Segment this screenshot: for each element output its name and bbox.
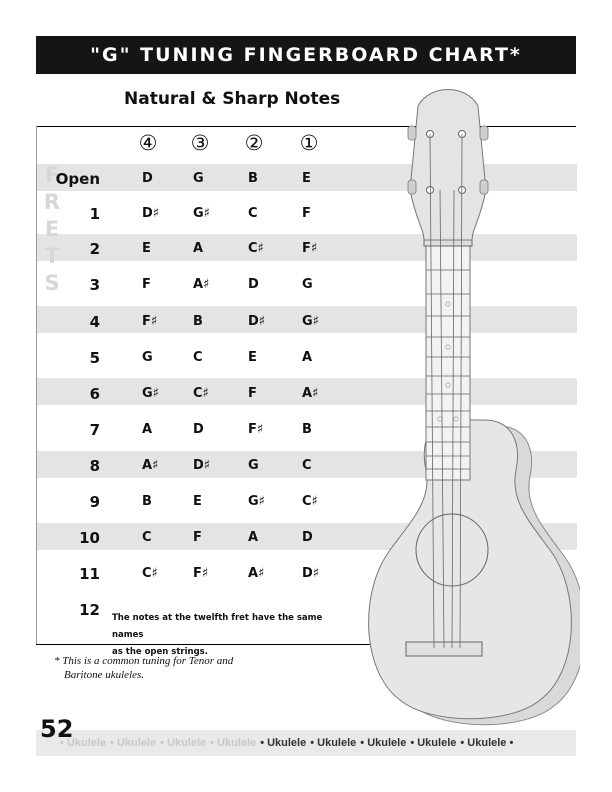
footer-item: • Ukulele [160,737,207,749]
ukulele-illustration [360,80,580,730]
note-cell: F♯ [193,566,209,581]
note-cell: G♯ [302,314,319,329]
note-cell: A♯ [142,458,159,473]
note-cell: D♯ [248,314,266,329]
note-cell: E [142,241,151,256]
note-cell: A [193,241,204,256]
note-cell: C♯ [193,386,209,401]
fret-label: 1 [89,205,100,223]
string-number-1: ① [299,131,319,155]
note-cell: F [302,206,311,221]
note-cell: G♯ [142,386,159,401]
fret-label: 10 [79,529,100,547]
note-cell: E [193,494,202,509]
footer-item: • Ukulele [360,737,407,749]
twelfth-fret-note: The notes at the twelfth fret have the same names as the open strings. [112,613,323,657]
fret-label: 4 [89,313,100,331]
note-cell: C [193,350,203,365]
note-cell: D [302,530,313,545]
fret-label: 7 [89,421,100,439]
fret-label: 12 [79,601,100,619]
note-cell: A♯ [302,386,319,401]
note-cell: E [248,350,257,365]
fret-label: 6 [89,385,100,403]
note-cell: F [248,386,257,401]
note-cell: C♯ [248,241,264,256]
fret-label: 11 [79,565,100,583]
footer-item: • Ukulele [210,737,257,749]
fret-label: 9 [89,493,100,511]
note-cell: C♯ [302,494,318,509]
note-cell: D [248,277,259,292]
note-cell: C [248,206,258,221]
note-cell: G [193,171,204,186]
string-number-2: ② [244,131,264,155]
note-cell: A [248,530,259,545]
title-bar [36,36,576,74]
note-cell: B [142,494,152,509]
fret-label: 3 [89,276,100,294]
footer-item: • Ukulele [60,737,107,749]
note-cell: B [193,314,203,329]
note-cell: A♯ [248,566,265,581]
note-cell: F♯ [142,314,158,329]
note-cell: B [248,171,258,186]
note-cell: B [302,422,312,437]
note-cell: A [142,422,153,437]
note-cell: A♯ [193,277,210,292]
fret-label: 8 [89,457,100,475]
page-title: "G" TUNING FINGERBOARD CHART* [90,44,522,66]
note-cell: D [142,171,153,186]
note-cell: D [193,422,204,437]
footer-item: • Ukulele [260,737,307,749]
fret-label: Open [55,170,100,188]
note-cell: F♯ [248,422,264,437]
note-cell: F [193,530,202,545]
chart-subtitle: Natural & Sharp Notes [124,89,341,109]
note-cell: F♯ [302,241,318,256]
tuning-footnote: * This is a common tuning for Tenor and Baritone ukuleles. [54,655,234,681]
page-number: 52 [40,715,74,743]
note-cell: G [142,350,153,365]
note-cell: C [142,530,152,545]
note-cell: A [302,350,313,365]
ukulele-headstock [410,90,486,241]
note-cell: C♯ [142,566,158,581]
fret-label: 2 [89,240,100,258]
note-cell: D♯ [142,206,160,221]
note-cell: E [302,171,311,186]
footer-item: • Ukulele [410,737,457,749]
footer-item: • Ukulele [310,737,357,749]
note-cell: D♯ [302,566,320,581]
note-cell: G♯ [193,206,210,221]
string-number-4: ④ [138,131,158,155]
footer-ukulele-strip [60,737,517,749]
footer-item: • Ukulele • [460,737,514,749]
footer-item: • Ukulele [110,737,157,749]
frets-vertical-label: F R E T S [43,163,61,295]
note-cell: C [302,458,312,473]
note-cell: G [248,458,259,473]
note-cell: D♯ [193,458,211,473]
fret-label: 5 [89,349,100,367]
note-cell: G♯ [248,494,265,509]
note-cell: G [302,277,313,292]
string-number-3: ③ [190,131,210,155]
note-cell: F [142,277,151,292]
